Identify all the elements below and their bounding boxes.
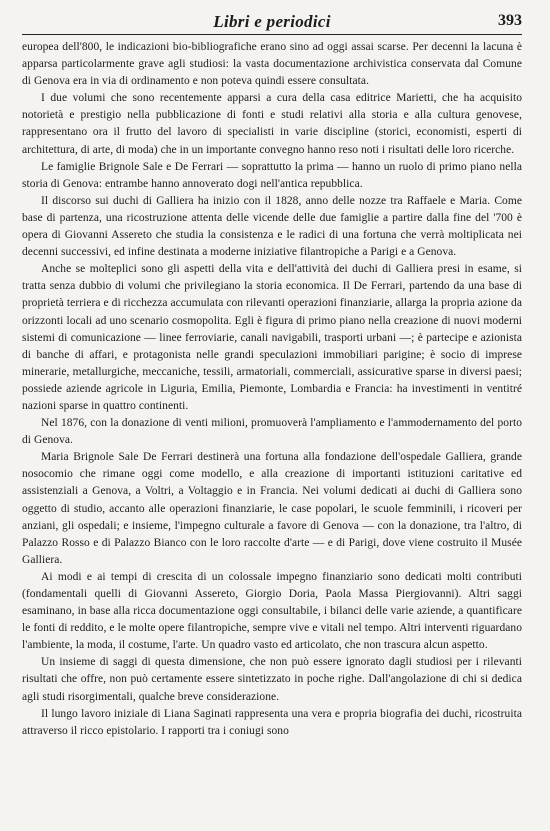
paragraph: Il discorso sui duchi di Galliera ha inizio con il 1828, anno delle nozze tra Raffaele e Maria. Come base di partenza, una ricostruzione attenta delle vicende delle due famiglie a partire dalla fine del '700 è opera di Giovanni Assereto che studia la consistenza e le radici di una fortuna che verrà moltiplicata nei decenni successivi, ed infine destinata a moderne iniziative filantropiche a Parigi e a Genova. bbox=[22, 194, 522, 259]
paragraph: Maria Brignole Sale De Ferrari destinerà una fortuna alla fondazione dell'ospedale Galliera, grande nosocomio che rimane oggi come modello, e alla creazione di importanti istituzioni caritative ed assistenziali a Genova, a Voltri, a Voltaggio e in Francia. Nei volumi dedicati ai duchi di Galliera sono oggetto di studio, accanto alle operazioni finanziarie, le case popolari, le scuole femminili, i ricoveri per anziani, gli ospedali; e insieme, l'impegno culturale a favore di Genova — con la donazione, tra l'altro, di Palazzo Rosso e di Palazzo Bianco con le loro raccolte d'arte — e di Parigi, dove viene costruito il Musée Galliera. bbox=[22, 451, 522, 566]
paragraph: europea dell'800, le indicazioni bio-bibliografiche erano sino ad oggi assai scarse. Per decenni la lacuna è apparsa particolarmente grave agli studiosi: la vasta documentazione archivistica conservata dal Comune di Genova era in via di ordinamento e non poteva quindi essere consultata. bbox=[22, 41, 522, 88]
paragraph: I due volumi che sono recentemente apparsi a cura della casa editrice Marietti, che ha acquisito notorietà e prestigio nella pubblicazione di fonti e studi relativi alla storia e alla cultura genovese, rappresentano ora il frutto del lavoro di specialisti in varie discipline (storici, economisti, esperti di architettura, di arte, di moda) che in un importante convegno hanno reso noti i risultati delle loro ricerche. bbox=[22, 92, 522, 156]
paragraph: Le famiglie Brignole Sale e De Ferrari — soprattutto la prima — hanno un ruolo di primo piano nella storia di Genova: entrambe hanno annoverato dogi nell'antica repubblica. bbox=[22, 160, 522, 190]
paragraph: Anche se molteplici sono gli aspetti della vita e dell'attività dei duchi di Galliera presi in esame, si tratta senza dubbio di volumi che privilegiano la storia economica. Il De Ferrari, partendo da una base di proprietà terriera e di ricchezza accumulata con rilevanti operazioni finanziarie, allarga la propria azione da orizzonti locali ad uno scenario cosmopolita. Egli è figura di primo piano nella creazione di nuovi moderni sistemi di comunicazione — linee ferroviarie, canali navigabili, trasporti urbani —; è partecipe e azionista di banche di affari, e protagonista nelle grandi speculazioni immobiliari parigine; è socio di imprese minerarie, metallurgiche, meccaniche, tessili, armatoriali, commerciali, assicurative sparse in diversi paesi; possiede aziende agricole in Liguria, Emilia, Piemonte, Lombardia e Francia: ha investimenti in ventitré nazioni sparse in quattro continenti. bbox=[22, 263, 522, 412]
page-header bbox=[22, 8, 522, 35]
page-number: 393 bbox=[498, 12, 522, 29]
paragraph: Nel 1876, con la donazione di venti milioni, promuoverà l'ampliamento e l'ammodernamento del porto di Genova. bbox=[22, 417, 522, 447]
paragraph: Il lungo lavoro iniziale di Liana Saginati rappresenta una vera e propria biografia dei duchi, ricostruita attraverso il ricco epistolario. I rapporti tra i coniugi sono bbox=[22, 707, 522, 737]
running-title: Libri e periodici bbox=[213, 12, 331, 31]
review-text bbox=[22, 39, 522, 740]
paragraph: Un insieme di saggi di questa dimensione, che non può essere ignorato dagli studiosi per i rilevanti risultati che offre, non può certamente essere sintetizzato in poche righe. Dall'angolazione di chi si dedica agli studi risorgimentali, qualche breve considerazione. bbox=[22, 656, 522, 703]
paragraph: Ai modi e ai tempi di crescita di un colossale impegno finanziario sono dedicati molti contributi (fondamentali quelli di Giovanni Assereto, Giorgio Doria, Paola Massa Piergiovanni). Altri saggi esaminano, in base alla ricca documentazione oggi consultabile, i bilanci delle varie aziende, a quantificare le fonti di reddito, e le molte opere filantropiche, sempre vive e vitali nel tempo. Altri interventi riguardano l'ambiente, la moda, il costume, l'arte. Un quadro vasto ed articolato, che non trascura alcun aspetto. bbox=[22, 570, 522, 652]
